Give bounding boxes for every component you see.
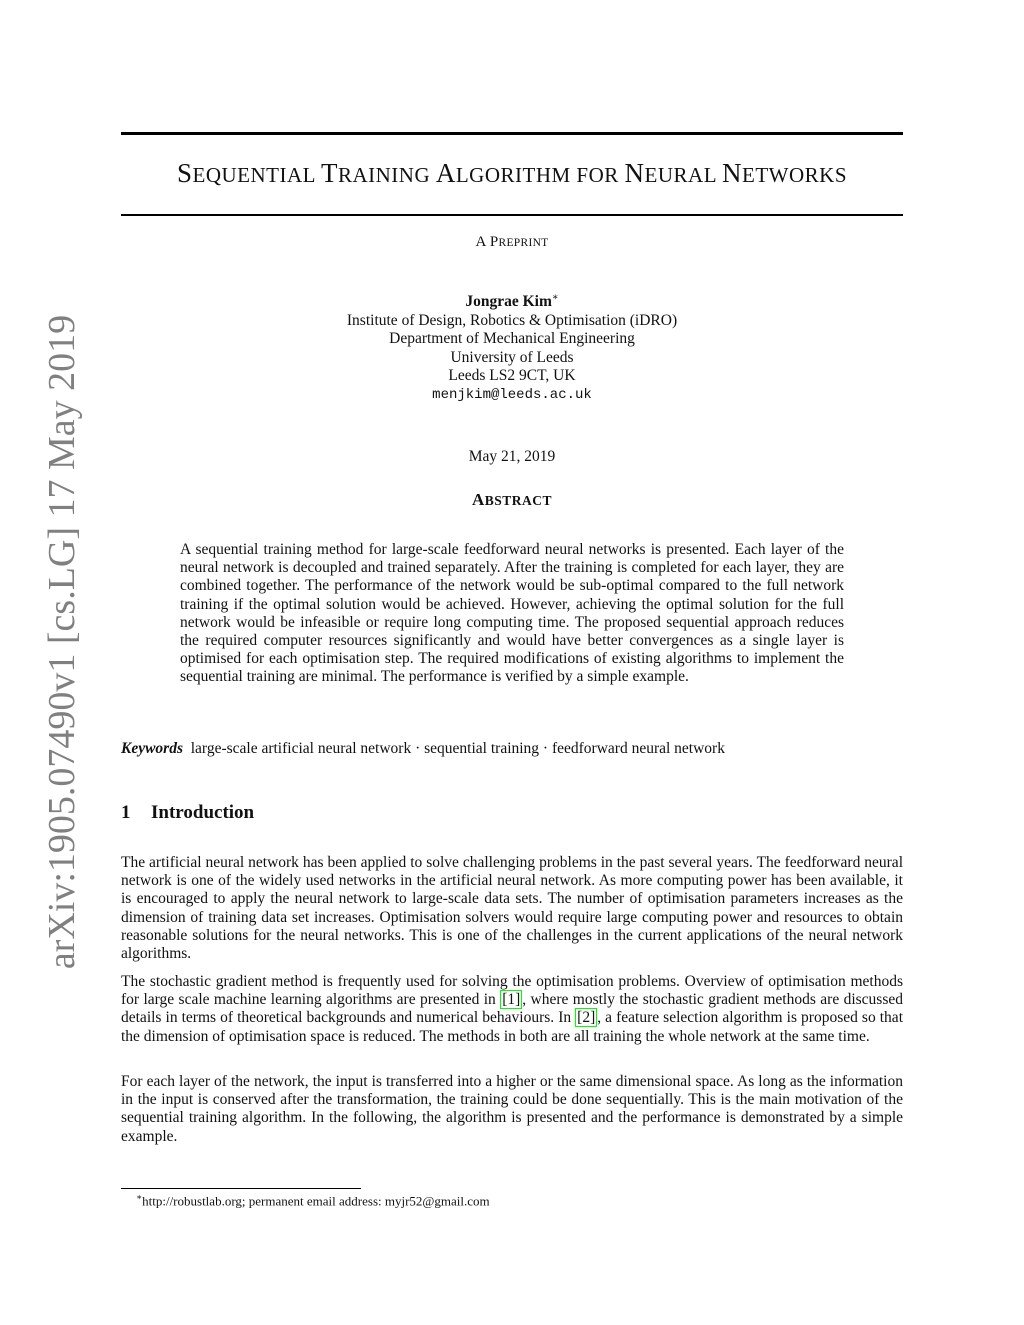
preprint-label xyxy=(121,234,903,251)
abstract-heading-initial: A xyxy=(471,490,485,509)
author-affiliation-2: Department of Mechanical Engineering xyxy=(389,330,635,348)
abstract-heading xyxy=(121,490,903,510)
paper-date: May 21, 2019 xyxy=(468,448,556,465)
intro-paragraph-2-part-b: , where mostly the stochastic gradient methods are discussed details in terms of theoretical backgrounds and numerical behaviours. In xyxy=(121,991,904,1027)
title-word-2-rest: RAINING xyxy=(337,163,436,187)
preprint-rest: REPRINT xyxy=(498,237,549,249)
author-affiliation-4: Leeds LS2 9CT, UK xyxy=(448,367,576,385)
title-word-5-initial: N xyxy=(722,158,743,188)
keywords-label: Keywords xyxy=(121,740,183,757)
abstract-text: A sequential training method for large-scale feedforward neural networks is presented. Each layer of the neural network is decoupled and trained separately. After the training is completed for each layer, they are combined together. The performance of the network would be sub-optimal compared to the full network training if the optimal solution would be achieved. However, achieving the optimal solution for the full network would be infeasible or require long computing time. The proposed sequential approach reduces the required computer resources significantly and would have better convergences as a single layer is optimised for each optimisation step. The required modifications of existing algorithms to implement the sequential training are minimal. The performance is verified by a simple example. xyxy=(180,541,844,686)
intro-paragraph-2 xyxy=(121,973,903,1046)
author-affiliation-3: University of Leeds xyxy=(450,348,574,366)
footnote-rule xyxy=(121,1188,361,1189)
footnote-text: http://robustlab.org; permanent email address: myjr52@gmail.com xyxy=(142,1193,490,1209)
title-top-rule xyxy=(121,132,903,135)
title-word-4-initial: N xyxy=(624,158,645,188)
intro-paragraph-1: The artificial neural network has been applied to solve challenging problems in the past several years. The feedforward neural network is one of the widely used networks in the artificial neural network. As more computing power has been available, it is encouraged to apply the neural network to large-scale data sets. The number of optimisation parameters increases as the dimension of training data set increases. Optimisation solvers would require large computing power and resources to obtain reasonable solutions for the neural networks. This is one of the challenges in the current applications of the neural network algorithms. xyxy=(121,854,903,963)
section-number: 1 xyxy=(121,802,131,823)
intro-paragraph-2-part-c: , a feature selection algorithm is proposed so that the dimension of optimisation space is reduced. The methods in both are all training the whole network at the same time. xyxy=(121,1009,903,1045)
preprint-p: P xyxy=(489,234,499,250)
author-affiliation-1: Institute of Design, Robotics & Optimisation (iDRO) xyxy=(346,311,678,329)
title-word-2-initial: T xyxy=(320,158,338,188)
section-title: Introduction xyxy=(151,802,255,823)
arxiv-id: arXiv:1905.07490v1 [cs.LG] 17 May 2019 xyxy=(41,314,83,970)
citation-link-1[interactable]: [1] xyxy=(502,991,521,1009)
intro-paragraph-2-part-a: The stochastic gradient method is frequently used for solving the optimisation problems. Overview of optimisation methods for large scale machine learning algorithms are presented in xyxy=(121,973,903,1009)
footnote-mark: ∗ xyxy=(136,1192,143,1202)
title-word-4-rest: EURAL xyxy=(644,163,723,187)
abstract-heading-rest: BSTRACT xyxy=(484,493,553,508)
author-name: Jongrae Kim xyxy=(465,293,552,311)
title-word-1-initial: S xyxy=(176,158,193,188)
footnote xyxy=(136,1192,490,1209)
citation-link-2[interactable]: [2] xyxy=(577,1009,596,1027)
keywords-text: large-scale artificial neural network · sequential training · feedforward neural network xyxy=(190,740,725,757)
title-bottom-rule xyxy=(121,214,903,216)
keywords-line xyxy=(121,740,725,758)
author-block xyxy=(121,289,903,404)
author-footnote-mark: ∗ xyxy=(551,292,559,303)
title-word-5-rest: ETWORKS xyxy=(742,163,848,187)
title-word-3-initial: A xyxy=(435,158,456,188)
author-email[interactable]: menjkim@leeds.ac.uk xyxy=(432,386,592,403)
preprint-a: A xyxy=(475,234,490,250)
paper-title xyxy=(121,158,903,189)
title-word-3-rest: LGORITHM FOR xyxy=(455,163,625,187)
intro-paragraph-3: For each layer of the network, the input is transferred into a higher or the same dimensional space. As long as the information in the input is conserved after the transformation, the training could be done sequentially. This is the main motivation of the sequential training algorithm. In the following, the algorithm is presented and the performance is demonstrated by a simple example. xyxy=(121,1073,903,1145)
section-heading xyxy=(121,802,254,824)
title-word-1-rest: EQUENTIAL xyxy=(192,163,321,187)
